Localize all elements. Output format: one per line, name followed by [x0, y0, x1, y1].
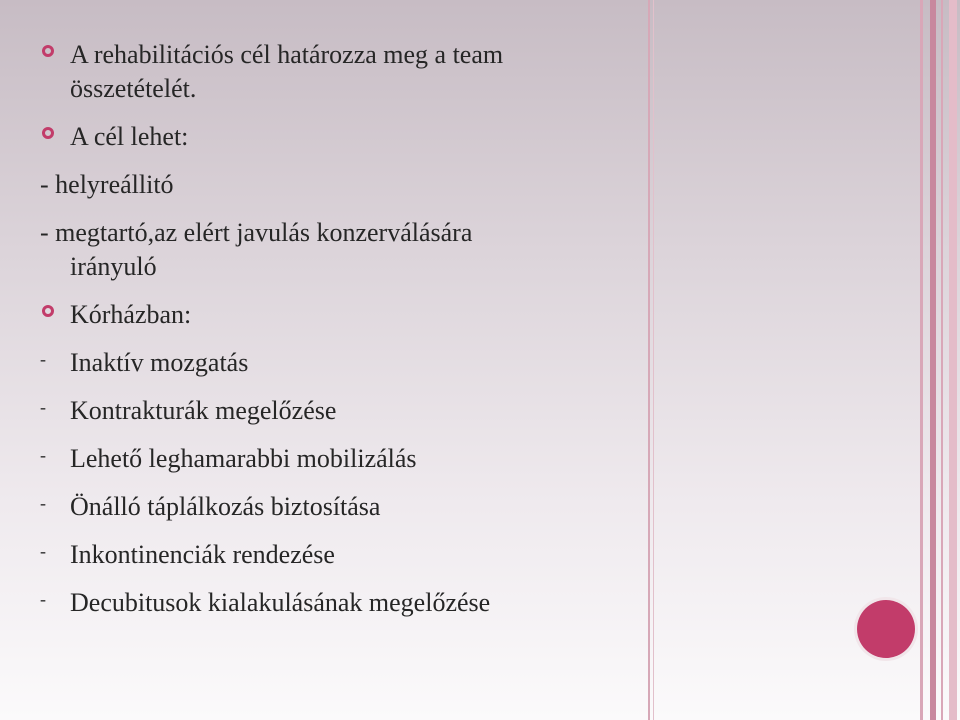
bullet-text: A cél lehet: — [70, 122, 189, 151]
dash-marker: - — [40, 541, 46, 561]
hospital-list-item — [40, 442, 640, 476]
dash-marker: - — [40, 349, 46, 369]
stripe-line — [930, 0, 936, 720]
goal-continuation — [40, 250, 640, 284]
bullet-text: A rehabilitációs cél határozza meg a team — [70, 40, 504, 69]
hospital-list-item — [40, 394, 640, 428]
goal-text: irányuló — [70, 252, 157, 281]
dash-marker: - — [40, 589, 46, 609]
stripe-line — [648, 0, 650, 720]
dash-marker: - — [40, 397, 46, 417]
hospital-item-text: Önálló táplálkozás biztosítása — [70, 492, 381, 521]
goal-text: - megtartó,az elért javulás konzerválására — [40, 218, 473, 247]
hospital-list-item — [40, 538, 640, 572]
dash-marker: - — [40, 445, 46, 465]
hospital-item-text: Inkontinenciák rendezése — [70, 540, 335, 569]
goal-text: - helyreállitó — [40, 170, 174, 199]
goal-item — [40, 168, 640, 202]
stripe-line — [653, 0, 654, 720]
bullet-text: Kórházban: — [70, 300, 192, 329]
hospital-item-text: Kontrakturák megelőzése — [70, 396, 337, 425]
dash-marker: - — [40, 493, 46, 513]
hospital-item-text: Decubitusok kialakulásának megelőzése — [70, 588, 491, 617]
stripe-line — [920, 0, 923, 720]
bullet-text: összetételét. — [70, 74, 197, 103]
hospital-item-text: Lehető leghamarabbi mobilizálás — [70, 444, 417, 473]
bullet-item — [40, 120, 640, 154]
stripe-line — [941, 0, 943, 720]
hospital-list-item — [40, 346, 640, 380]
bullet-item — [40, 298, 640, 332]
ring-bullet-icon — [42, 127, 54, 139]
hospital-item-text: Inaktív mozgatás — [70, 348, 249, 377]
goal-item — [40, 216, 640, 250]
ring-bullet-icon — [42, 45, 54, 57]
slide-body — [40, 38, 640, 620]
stripe-line — [949, 0, 957, 720]
bullet-item — [40, 38, 640, 72]
hospital-list-item — [40, 490, 640, 524]
ring-bullet-icon — [42, 305, 54, 317]
hospital-list-item — [40, 586, 640, 620]
decorative-stripes — [648, 0, 960, 720]
decorative-circle-icon — [857, 600, 915, 658]
bullet-continuation — [40, 72, 640, 106]
